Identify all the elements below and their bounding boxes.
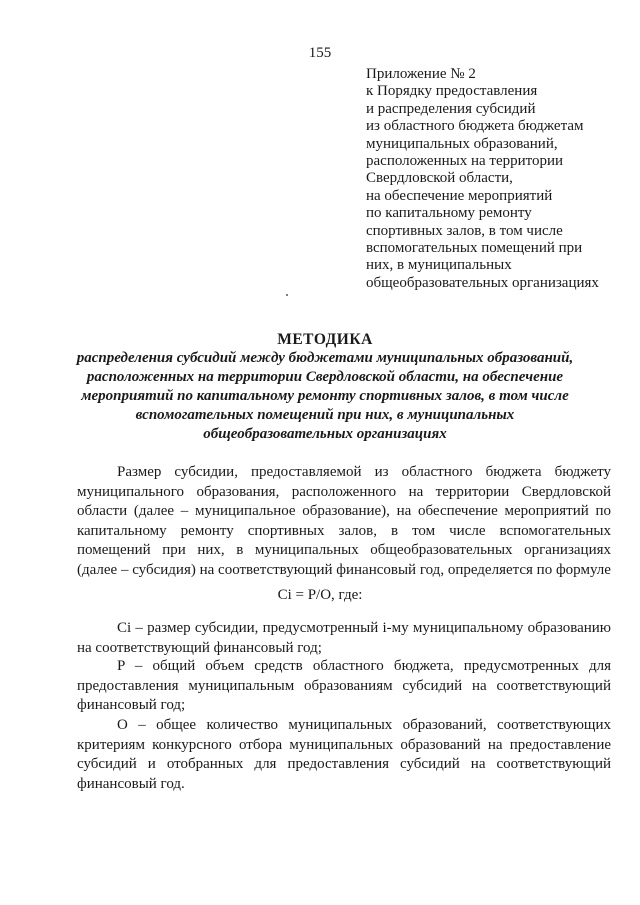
heading-title: МЕТОДИКА xyxy=(277,331,373,348)
heading-subtitle-line: общеобразовательных организациях xyxy=(203,426,447,442)
paragraph-line: капитальному ремонту спортивных залов, в том числе вспомогательных xyxy=(77,522,611,539)
appendix-line: вспомогательных помещений при xyxy=(366,240,583,257)
heading-subtitle-line: распределения субсидий между бюджетами муниципальных образований, xyxy=(76,350,574,366)
paragraph-line: муниципального образования, расположенного на территории Свердловской xyxy=(77,483,612,500)
paragraph-line: (далее – субсидия) на соответствующий финансовый год, определяется по формуле xyxy=(77,561,611,578)
appendix-line: Приложение № 2 xyxy=(366,66,476,82)
heading-subtitle-line: мероприятий по капитальному ремонту спортивных залов, в том числе xyxy=(81,388,569,404)
definition-ci xyxy=(77,619,611,658)
document-heading xyxy=(70,330,580,444)
appendix-line: на обеспечение мероприятий xyxy=(366,187,553,204)
definition-line: критериям конкурсного отбора муниципальных образований на предоставление xyxy=(77,736,612,753)
definition-line: O – общее количество муниципальных образований, соответствующих xyxy=(117,717,611,733)
definition-line: Ci – размер субсидии, предусмотренный i-му муниципальному образованию xyxy=(117,620,612,636)
heading-subtitle-line: расположенных на территории Свердловской области, на обеспечение xyxy=(86,369,564,385)
definition-o xyxy=(77,716,611,794)
formula: Ci = P/O, где: xyxy=(277,587,363,603)
appendix-line: по капитальному ремонту xyxy=(366,205,532,222)
paragraph-line: области (далее – муниципальное образование), на обеспечение мероприятий по xyxy=(77,503,611,520)
paragraph-line: Размер субсидии, предоставляемой из областного бюджета бюджету xyxy=(117,464,611,480)
scan-speck xyxy=(286,294,288,296)
appendix-line: них, в муниципальных xyxy=(366,257,512,274)
definition-p xyxy=(77,657,611,716)
appendix-line: общеобразовательных организациях xyxy=(366,274,599,291)
appendix-header xyxy=(366,66,628,292)
appendix-line: спортивных залов, в том числе xyxy=(366,222,563,239)
appendix-line: муниципальных образований, xyxy=(366,135,558,152)
definition-line: финансовый год. xyxy=(77,775,185,792)
intro-paragraph xyxy=(77,463,611,581)
appendix-line: Свердловской области, xyxy=(366,170,513,187)
definition-line: P – общий объем средств областного бюджета, предусмотренных для xyxy=(117,658,611,674)
definition-line: предоставления муниципальным образованиям субсидий на соответствующий xyxy=(77,677,611,694)
definition-line: финансовый год; xyxy=(77,697,186,714)
appendix-line: к Порядку предоставления xyxy=(366,83,538,100)
heading-subtitle-line: вспомогательных помещений при них, в муниципальных xyxy=(135,407,515,423)
definition-line: на соответствующий финансовый год; xyxy=(77,639,322,656)
appendix-line: и распределения субсидий xyxy=(366,100,536,117)
appendix-line: из областного бюджета бюджетам xyxy=(366,118,584,135)
appendix-line: расположенных на территории xyxy=(366,153,564,170)
definition-line: субсидий и отобранных для предоставления субсидий на соответствующий xyxy=(77,756,612,773)
paragraph-line: помещений при них, в муниципальных общеобразовательных организациях xyxy=(77,542,612,559)
page-number: 155 xyxy=(308,45,332,61)
